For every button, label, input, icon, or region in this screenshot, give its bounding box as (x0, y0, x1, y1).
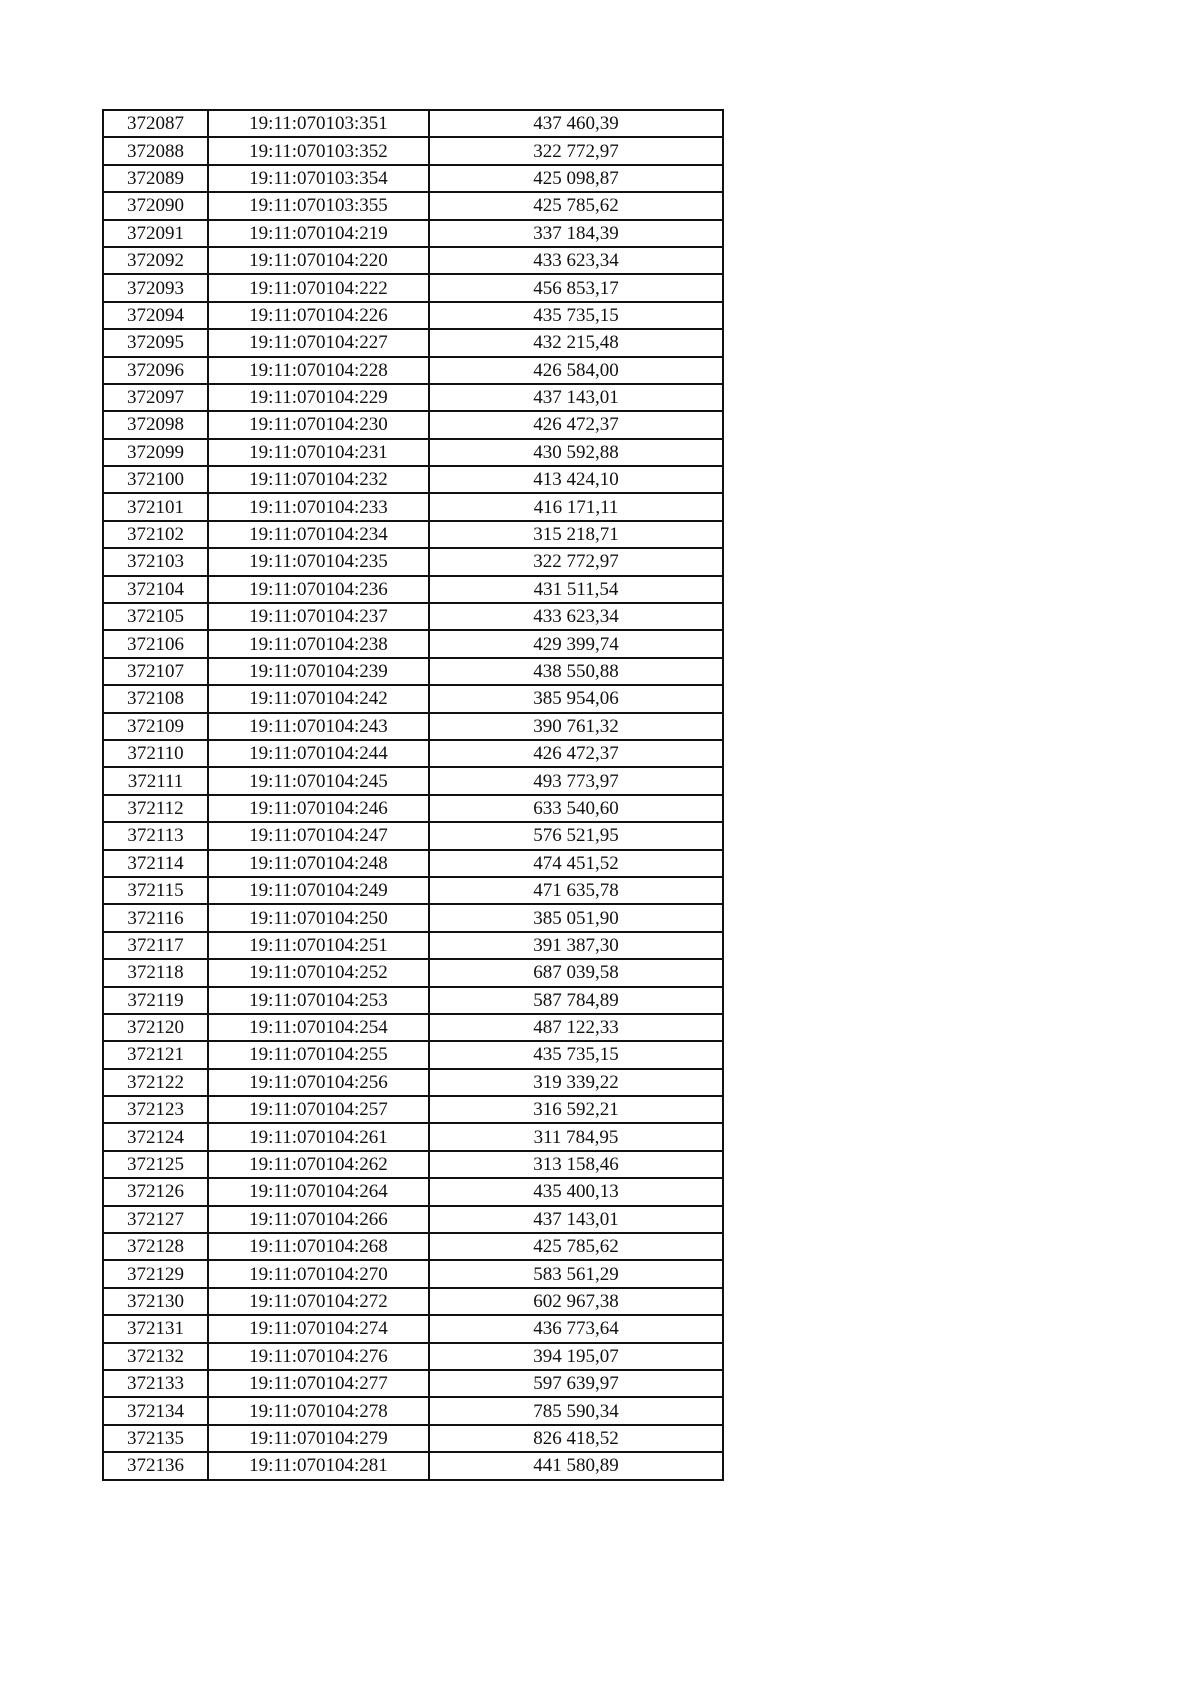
cadastral-number-cell: 19:11:070104:272 (208, 1288, 429, 1315)
row-number-cell: 372101 (103, 493, 208, 520)
table-row (103, 220, 723, 247)
value-cell: 437 143,01 (429, 384, 723, 411)
row-number-cell: 372112 (103, 795, 208, 822)
row-number-cell: 372119 (103, 987, 208, 1014)
cadastral-number-cell: 19:11:070104:236 (208, 576, 429, 603)
value-cell: 435 735,15 (429, 302, 723, 329)
row-number-cell: 372097 (103, 384, 208, 411)
row-number-cell: 372129 (103, 1260, 208, 1287)
table-row (103, 1014, 723, 1041)
table-row (103, 1370, 723, 1397)
row-number-cell: 372115 (103, 877, 208, 904)
row-number-cell: 372136 (103, 1452, 208, 1479)
value-cell: 785 590,34 (429, 1397, 723, 1424)
table-row (103, 384, 723, 411)
row-number-cell: 372127 (103, 1206, 208, 1233)
table-row (103, 767, 723, 794)
row-number-cell: 372134 (103, 1397, 208, 1424)
cadastral-number-cell: 19:11:070104:220 (208, 247, 429, 274)
cadastral-number-cell: 19:11:070103:351 (208, 110, 429, 137)
value-cell: 633 540,60 (429, 795, 723, 822)
table-row (103, 1096, 723, 1123)
table-row (103, 1397, 723, 1424)
table-row (103, 685, 723, 712)
table-row (103, 1178, 723, 1205)
cadastral-number-cell: 19:11:070104:245 (208, 767, 429, 794)
value-cell: 436 773,64 (429, 1315, 723, 1342)
value-cell: 337 184,39 (429, 220, 723, 247)
table-row (103, 1315, 723, 1342)
table-row (103, 493, 723, 520)
row-number-cell: 372095 (103, 329, 208, 356)
table-row (103, 740, 723, 767)
table-row (103, 357, 723, 384)
value-cell: 435 735,15 (429, 1041, 723, 1068)
value-cell: 426 472,37 (429, 411, 723, 438)
table-row (103, 658, 723, 685)
value-cell: 426 472,37 (429, 740, 723, 767)
table-row (103, 411, 723, 438)
value-cell: 394 195,07 (429, 1343, 723, 1370)
table-row (103, 1069, 723, 1096)
value-cell: 437 143,01 (429, 1206, 723, 1233)
cadastral-number-cell: 19:11:070104:227 (208, 329, 429, 356)
cadastral-number-cell: 19:11:070104:228 (208, 357, 429, 384)
row-number-cell: 372099 (103, 439, 208, 466)
value-cell: 583 561,29 (429, 1260, 723, 1287)
cadastral-number-cell: 19:11:070104:246 (208, 795, 429, 822)
row-number-cell: 372133 (103, 1370, 208, 1397)
table-row (103, 1425, 723, 1452)
value-cell: 437 460,39 (429, 110, 723, 137)
table-row (103, 713, 723, 740)
cadastral-number-cell: 19:11:070104:239 (208, 658, 429, 685)
value-cell: 316 592,21 (429, 1096, 723, 1123)
row-number-cell: 372121 (103, 1041, 208, 1068)
table-row (103, 1206, 723, 1233)
row-number-cell: 372108 (103, 685, 208, 712)
value-cell: 456 853,17 (429, 274, 723, 301)
table-row (103, 137, 723, 164)
cadastral-number-cell: 19:11:070104:229 (208, 384, 429, 411)
row-number-cell: 372124 (103, 1123, 208, 1150)
table-row (103, 192, 723, 219)
value-cell: 438 550,88 (429, 658, 723, 685)
cadastral-number-cell: 19:11:070103:352 (208, 137, 429, 164)
value-cell: 416 171,11 (429, 493, 723, 520)
cadastral-number-cell: 19:11:070104:253 (208, 987, 429, 1014)
cadastral-number-cell: 19:11:070103:355 (208, 192, 429, 219)
table-row (103, 630, 723, 657)
cadastral-number-cell: 19:11:070104:233 (208, 493, 429, 520)
table-row (103, 1288, 723, 1315)
value-cell: 322 772,97 (429, 137, 723, 164)
table-row (103, 548, 723, 575)
value-cell: 322 772,97 (429, 548, 723, 575)
row-number-cell: 372120 (103, 1014, 208, 1041)
value-cell: 435 400,13 (429, 1178, 723, 1205)
cadastral-number-cell: 19:11:070104:277 (208, 1370, 429, 1397)
table-row (103, 932, 723, 959)
value-cell: 313 158,46 (429, 1151, 723, 1178)
row-number-cell: 372126 (103, 1178, 208, 1205)
value-cell: 413 424,10 (429, 466, 723, 493)
table-row (103, 466, 723, 493)
cadastral-number-cell: 19:11:070104:250 (208, 904, 429, 931)
value-cell: 441 580,89 (429, 1452, 723, 1479)
value-cell: 597 639,97 (429, 1370, 723, 1397)
cadastral-number-cell: 19:11:070104:279 (208, 1425, 429, 1452)
cadastral-number-cell: 19:11:070104:231 (208, 439, 429, 466)
table-row (103, 850, 723, 877)
cadastral-number-cell: 19:11:070104:276 (208, 1343, 429, 1370)
value-cell: 587 784,89 (429, 987, 723, 1014)
value-cell: 433 623,34 (429, 247, 723, 274)
row-number-cell: 372088 (103, 137, 208, 164)
cadastral-number-cell: 19:11:070104:278 (208, 1397, 429, 1424)
table-row (103, 959, 723, 986)
cadastral-number-cell: 19:11:070104:257 (208, 1096, 429, 1123)
value-cell: 433 623,34 (429, 603, 723, 630)
row-number-cell: 372102 (103, 521, 208, 548)
table-row (103, 247, 723, 274)
row-number-cell: 372091 (103, 220, 208, 247)
table-row (103, 110, 723, 137)
value-cell: 391 387,30 (429, 932, 723, 959)
table-row (103, 1123, 723, 1150)
cadastral-number-cell: 19:11:070104:256 (208, 1069, 429, 1096)
row-number-cell: 372087 (103, 110, 208, 137)
cadastral-number-cell: 19:11:070104:254 (208, 1014, 429, 1041)
value-cell: 315 218,71 (429, 521, 723, 548)
row-number-cell: 372105 (103, 603, 208, 630)
cadastral-number-cell: 19:11:070104:270 (208, 1260, 429, 1287)
value-cell: 493 773,97 (429, 767, 723, 794)
row-number-cell: 372106 (103, 630, 208, 657)
table-row (103, 1151, 723, 1178)
cadastral-number-cell: 19:11:070104:264 (208, 1178, 429, 1205)
row-number-cell: 372098 (103, 411, 208, 438)
cadastral-number-cell: 19:11:070104:255 (208, 1041, 429, 1068)
cadastral-value-table (102, 109, 724, 1481)
value-cell: 474 451,52 (429, 850, 723, 877)
value-cell: 426 584,00 (429, 357, 723, 384)
cadastral-number-cell: 19:11:070104:234 (208, 521, 429, 548)
row-number-cell: 372094 (103, 302, 208, 329)
row-number-cell: 372111 (103, 767, 208, 794)
row-number-cell: 372107 (103, 658, 208, 685)
cadastral-number-cell: 19:11:070104:252 (208, 959, 429, 986)
value-cell: 319 339,22 (429, 1069, 723, 1096)
value-cell: 430 592,88 (429, 439, 723, 466)
row-number-cell: 372104 (103, 576, 208, 603)
table-row (103, 1452, 723, 1479)
row-number-cell: 372093 (103, 274, 208, 301)
value-cell: 576 521,95 (429, 822, 723, 849)
cadastral-number-cell: 19:11:070104:248 (208, 850, 429, 877)
table-row (103, 302, 723, 329)
cadastral-number-cell: 19:11:070104:249 (208, 877, 429, 904)
row-number-cell: 372114 (103, 850, 208, 877)
cadastral-number-cell: 19:11:070104:262 (208, 1151, 429, 1178)
table-row (103, 603, 723, 630)
row-number-cell: 372089 (103, 165, 208, 192)
cadastral-number-cell: 19:11:070104:281 (208, 1452, 429, 1479)
table-row (103, 521, 723, 548)
row-number-cell: 372092 (103, 247, 208, 274)
cadastral-number-cell: 19:11:070104:243 (208, 713, 429, 740)
value-cell: 431 511,54 (429, 576, 723, 603)
value-cell: 385 051,90 (429, 904, 723, 931)
table-row (103, 439, 723, 466)
table-row (103, 165, 723, 192)
table-row (103, 329, 723, 356)
row-number-cell: 372116 (103, 904, 208, 931)
value-cell: 425 098,87 (429, 165, 723, 192)
value-cell: 471 635,78 (429, 877, 723, 904)
row-number-cell: 372122 (103, 1069, 208, 1096)
row-number-cell: 372130 (103, 1288, 208, 1315)
cadastral-number-cell: 19:11:070104:266 (208, 1206, 429, 1233)
value-cell: 687 039,58 (429, 959, 723, 986)
value-cell: 826 418,52 (429, 1425, 723, 1452)
row-number-cell: 372123 (103, 1096, 208, 1123)
row-number-cell: 372125 (103, 1151, 208, 1178)
cadastral-number-cell: 19:11:070104:261 (208, 1123, 429, 1150)
value-cell: 385 954,06 (429, 685, 723, 712)
row-number-cell: 372132 (103, 1343, 208, 1370)
table-row (103, 795, 723, 822)
row-number-cell: 372096 (103, 357, 208, 384)
cadastral-number-cell: 19:11:070104:230 (208, 411, 429, 438)
cadastral-number-cell: 19:11:070104:251 (208, 932, 429, 959)
table-row (103, 822, 723, 849)
value-cell: 425 785,62 (429, 1233, 723, 1260)
cadastral-number-cell: 19:11:070104:226 (208, 302, 429, 329)
cadastral-number-cell: 19:11:070104:274 (208, 1315, 429, 1342)
table-row (103, 987, 723, 1014)
cadastral-number-cell: 19:11:070103:354 (208, 165, 429, 192)
row-number-cell: 372103 (103, 548, 208, 575)
value-cell: 602 967,38 (429, 1288, 723, 1315)
table-row (103, 1260, 723, 1287)
row-number-cell: 372118 (103, 959, 208, 986)
table-row (103, 1041, 723, 1068)
row-number-cell: 372135 (103, 1425, 208, 1452)
table-row (103, 576, 723, 603)
cadastral-number-cell: 19:11:070104:268 (208, 1233, 429, 1260)
cadastral-number-cell: 19:11:070104:219 (208, 220, 429, 247)
row-number-cell: 372113 (103, 822, 208, 849)
cadastral-number-cell: 19:11:070104:235 (208, 548, 429, 575)
value-cell: 390 761,32 (429, 713, 723, 740)
cadastral-number-cell: 19:11:070104:222 (208, 274, 429, 301)
cadastral-number-cell: 19:11:070104:237 (208, 603, 429, 630)
value-cell: 487 122,33 (429, 1014, 723, 1041)
table-row (103, 1343, 723, 1370)
cadastral-number-cell: 19:11:070104:247 (208, 822, 429, 849)
cadastral-number-cell: 19:11:070104:244 (208, 740, 429, 767)
value-cell: 432 215,48 (429, 329, 723, 356)
row-number-cell: 372131 (103, 1315, 208, 1342)
table-row (103, 904, 723, 931)
table-row (103, 1233, 723, 1260)
value-cell: 311 784,95 (429, 1123, 723, 1150)
table-row (103, 877, 723, 904)
cadastral-number-cell: 19:11:070104:232 (208, 466, 429, 493)
table-body (103, 110, 723, 1480)
cadastral-number-cell: 19:11:070104:238 (208, 630, 429, 657)
row-number-cell: 372100 (103, 466, 208, 493)
row-number-cell: 372117 (103, 932, 208, 959)
table-row (103, 274, 723, 301)
row-number-cell: 372128 (103, 1233, 208, 1260)
value-cell: 425 785,62 (429, 192, 723, 219)
row-number-cell: 372110 (103, 740, 208, 767)
row-number-cell: 372109 (103, 713, 208, 740)
row-number-cell: 372090 (103, 192, 208, 219)
value-cell: 429 399,74 (429, 630, 723, 657)
cadastral-number-cell: 19:11:070104:242 (208, 685, 429, 712)
